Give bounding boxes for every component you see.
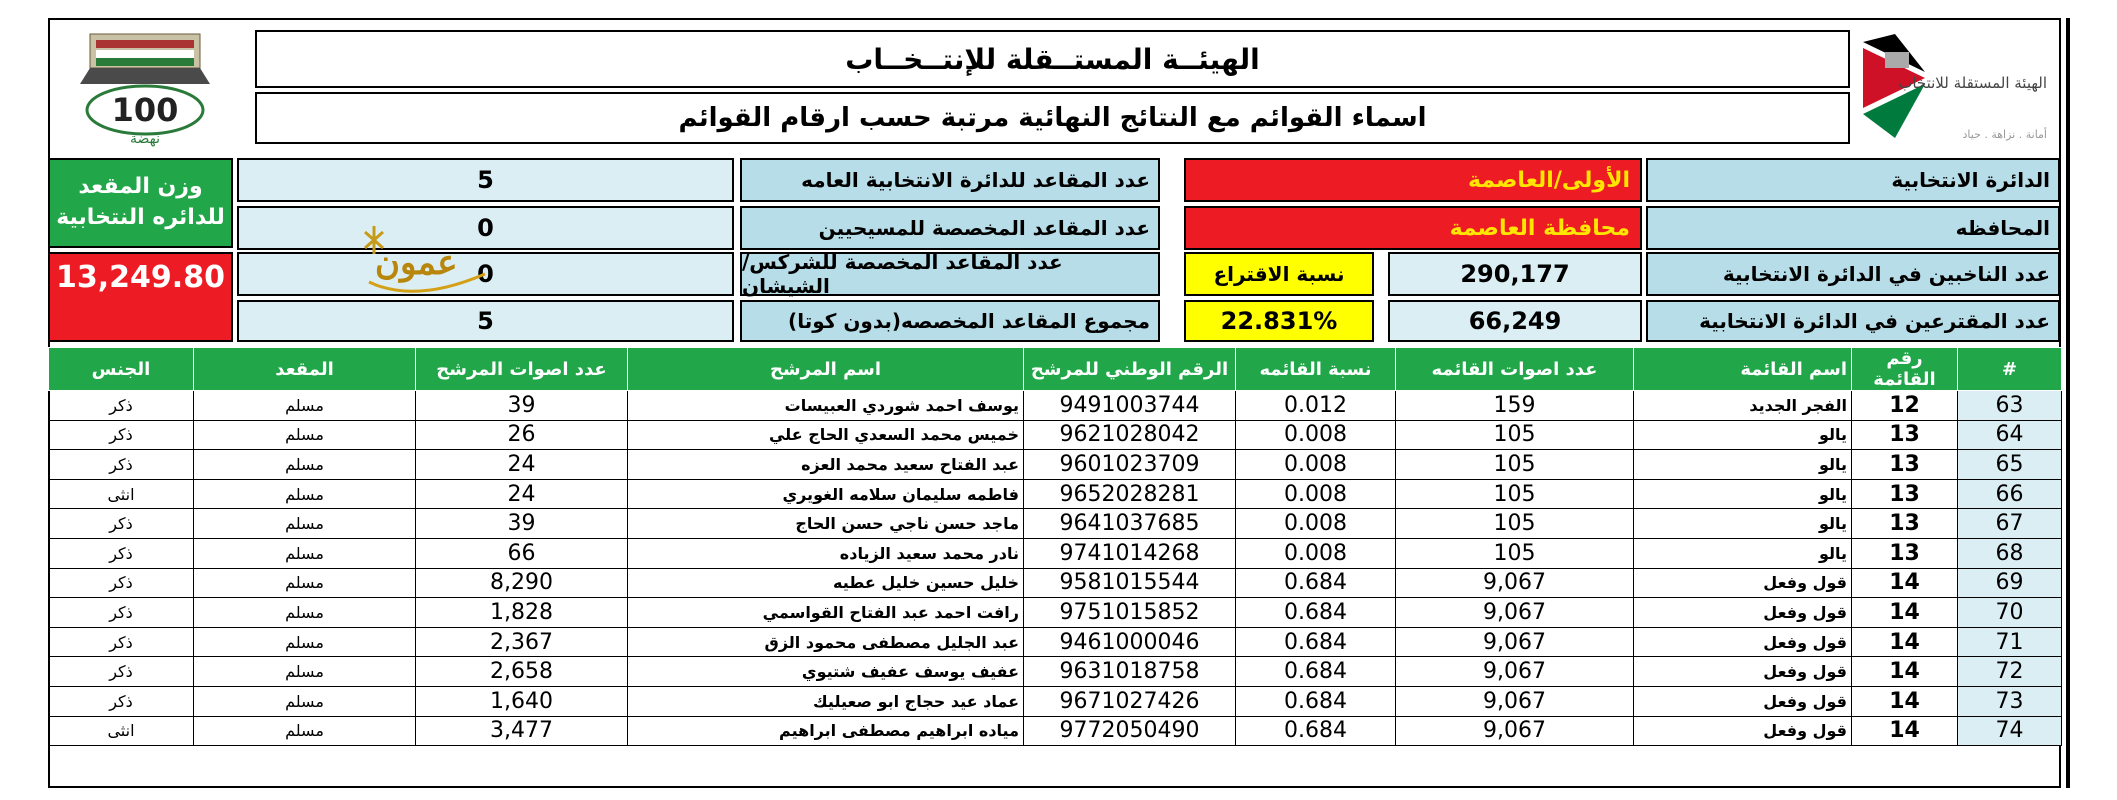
table-row [49,686,2062,716]
list-number-cell: 13 [1852,479,1958,509]
row-number-cell: 63 [1958,391,2062,421]
list-votes-cell: 105 [1396,450,1634,480]
table-row [49,420,2062,450]
table-row [49,568,2062,598]
header-list-name: اسم القائمة [1634,348,1852,391]
candidate-name-cell: عفيف يوسف عفيف شتيوي [628,657,1024,687]
list-name-cell: قول وفعل [1634,627,1852,657]
gender-cell: ذكر [49,627,194,657]
candidate-name-cell: ماجد حسن ناجي حسن الحاج [628,509,1024,539]
list-number-cell: 13 [1852,450,1958,480]
national-id-cell: 9621028042 [1024,420,1236,450]
voters-label: عدد الناخبين في الدائرة الانتخابية [1646,252,2060,296]
candidate-votes-cell: 1,828 [416,598,628,628]
table-row [49,716,2062,746]
header-list-percent: نسبة القائمه [1236,348,1396,391]
candidate-votes-cell: 8,290 [416,568,628,598]
candidate-name-cell: فاطمه سليمان سلامه الغويري [628,479,1024,509]
table-row [49,450,2062,480]
list-number-cell: 14 [1852,598,1958,628]
candidate-votes-cell: 66 [416,538,628,568]
seat-cell: مسلم [194,686,416,716]
list-percent-cell: 0.684 [1236,716,1396,746]
list-name-cell: قول وفعل [1634,716,1852,746]
watermark-text: عمون [375,243,458,283]
national-id-cell: 9741014268 [1024,538,1236,568]
candidate-name-cell: مياده ابراهيم مصطفى ابراهيم [628,716,1024,746]
row-number-cell: 73 [1958,686,2062,716]
gender-cell: ذكر [49,450,194,480]
row-number-cell: 69 [1958,568,2062,598]
list-number-cell: 13 [1852,420,1958,450]
candidate-name-cell: رافت احمد عبد الفتاح القواسمي [628,598,1024,628]
list-votes-cell: 105 [1396,509,1634,539]
list-votes-cell: 9,067 [1396,627,1634,657]
candidate-votes-cell: 24 [416,479,628,509]
voters-value: 290,177 [1388,252,1642,296]
seats-total-label: مجموع المقاعد المخصصه(بدون كوتا) [740,300,1160,342]
list-name-cell: قول وفعل [1634,598,1852,628]
candidate-votes-cell: 24 [416,450,628,480]
list-percent-cell: 0.684 [1236,568,1396,598]
list-percent-cell: 0.012 [1236,391,1396,421]
seats-total-value: 5 [237,300,734,342]
seat-cell: مسلم [194,509,416,539]
seat-cell: مسلم [194,657,416,687]
national-id-cell: 9641037685 [1024,509,1236,539]
table-row [49,627,2062,657]
list-number-cell: 14 [1852,568,1958,598]
national-id-cell: 9751015852 [1024,598,1236,628]
row-number-cell: 74 [1958,716,2062,746]
list-percent-cell: 0.008 [1236,420,1396,450]
list-name-cell: يالو [1634,509,1852,539]
list-name-cell: يالو [1634,450,1852,480]
list-percent-cell: 0.684 [1236,627,1396,657]
candidate-name-cell: خميس محمد السعدي الحاج علي [628,420,1024,450]
national-id-cell: 9461000046 [1024,627,1236,657]
candidate-name-cell: عماد عيد حجاج ابو صعيليك [628,686,1024,716]
list-percent-cell: 0.008 [1236,479,1396,509]
gender-cell: انثى [49,716,194,746]
gender-cell: ذكر [49,420,194,450]
table-row [49,598,2062,628]
gender-cell: ذكر [49,538,194,568]
header-list-number: رقم القائمة [1852,348,1958,391]
list-votes-cell: 9,067 [1396,686,1634,716]
page-frame-right-edge [2066,18,2070,788]
table-header-row [49,348,2062,391]
list-number-cell: 14 [1852,627,1958,657]
table-row [49,509,2062,539]
seat-cell: مسلم [194,479,416,509]
seats-general-label: عدد المقاعد للدائرة الانتخابية العامه [740,158,1160,202]
seats-general-value: 5 [237,158,734,202]
gender-cell: ذكر [49,657,194,687]
list-name-cell: يالو [1634,538,1852,568]
seat-cell: مسلم [194,420,416,450]
seats-christian-value: 0 [237,206,734,250]
national-id-cell: 9772050490 [1024,716,1236,746]
list-votes-cell: 105 [1396,538,1634,568]
turnout-label: نسبة الاقتراع [1184,252,1374,296]
seat-weight-value: 13,249.80 [48,252,233,342]
list-number-cell: 14 [1852,686,1958,716]
list-votes-cell: 9,067 [1396,598,1634,628]
row-number-cell: 71 [1958,627,2062,657]
candidate-name-cell: عبد الفتاح سعيد محمد العزه [628,450,1024,480]
candidate-name-cell: خليل حسين خليل عطيه [628,568,1024,598]
national-id-cell: 9631018758 [1024,657,1236,687]
national-id-cell: 9652028281 [1024,479,1236,509]
row-number-cell: 68 [1958,538,2062,568]
row-number-cell: 64 [1958,420,2062,450]
list-percent-cell: 0.008 [1236,538,1396,568]
row-number-cell: 65 [1958,450,2062,480]
candidate-votes-cell: 3,477 [416,716,628,746]
candidate-votes-cell: 2,658 [416,657,628,687]
seat-cell: مسلم [194,568,416,598]
header-gender: الجنس [49,348,194,391]
list-name-cell: قول وفعل [1634,657,1852,687]
seat-cell: مسلم [194,538,416,568]
centennial-logo [60,28,230,148]
seat-weight-label: وزن المقعد للدائره النتخابية [48,158,233,248]
governorate-value: محافظة العاصمة [1184,206,1642,250]
list-name-cell: يالو [1634,479,1852,509]
list-votes-cell: 9,067 [1396,716,1634,746]
list-percent-cell: 0.008 [1236,450,1396,480]
national-id-cell: 9601023709 [1024,450,1236,480]
iec-logo-name: الهيئة المستقلة للانتخاب [1898,74,2047,92]
list-votes-cell: 105 [1396,479,1634,509]
voted-label: عدد المقترعين في الدائرة الانتخابية [1646,300,2060,342]
table-body [49,391,2062,746]
header-national-id: الرقم الوطني للمرشح [1024,348,1236,391]
seats-christian-label: عدد المقاعد المخصصة للمسيحيين [740,206,1160,250]
list-votes-cell: 9,067 [1396,657,1634,687]
row-number-cell: 66 [1958,479,2062,509]
page-subtitle: اسماء القوائم مع النتائج النهائية مرتبة حسب ارقام القوائم [255,92,1850,144]
results-table [48,347,2062,746]
national-id-cell: 9491003744 [1024,391,1236,421]
candidate-votes-cell: 2,367 [416,627,628,657]
header-seat: المقعد [194,348,416,391]
gender-cell: ذكر [49,391,194,421]
list-number-cell: 14 [1852,657,1958,687]
list-name-cell: قول وفعل [1634,686,1852,716]
iec-logo [1855,28,2055,148]
gender-cell: ذكر [49,568,194,598]
gender-cell: انثى [49,479,194,509]
seat-cell: مسلم [194,598,416,628]
seat-cell: مسلم [194,391,416,421]
list-votes-cell: 159 [1396,391,1634,421]
header-candidate-name: اسم المرشح [628,348,1024,391]
list-percent-cell: 0.684 [1236,657,1396,687]
list-number-cell: 13 [1852,509,1958,539]
list-name-cell: الفجر الجديد [1634,391,1852,421]
seat-cell: مسلم [194,450,416,480]
voted-value: 66,249 [1388,300,1642,342]
candidate-votes-cell: 39 [416,391,628,421]
list-number-cell: 14 [1852,716,1958,746]
header-row-number: # [1958,348,2062,391]
candidate-name-cell: عبد الجليل مصطفى محمود الزق [628,627,1024,657]
centennial-word: نهضة [130,131,160,147]
candidate-votes-cell: 39 [416,509,628,539]
gender-cell: ذكر [49,686,194,716]
row-number-cell: 70 [1958,598,2062,628]
list-number-cell: 13 [1852,538,1958,568]
table-row [49,538,2062,568]
district-label: الدائرة الانتخابية [1646,158,2060,202]
seats-circassian-value: 0 [237,252,734,296]
iec-logo-tagline: أمانة . نزاهة . حياد [1962,128,2047,141]
ammon-watermark [355,222,505,302]
district-value: الأولى/العاصمة [1184,158,1642,202]
candidate-name-cell: نادر محمد سعيد الزياده [628,538,1024,568]
table-row [49,479,2062,509]
candidate-votes-cell: 26 [416,420,628,450]
candidate-votes-cell: 1,640 [416,686,628,716]
list-number-cell: 12 [1852,391,1958,421]
header-candidate-votes: عدد اصوات المرشح [416,348,628,391]
list-votes-cell: 105 [1396,420,1634,450]
gender-cell: ذكر [49,509,194,539]
row-number-cell: 72 [1958,657,2062,687]
seat-cell: مسلم [194,716,416,746]
gender-cell: ذكر [49,598,194,628]
turnout-value: 22.831% [1184,300,1374,342]
page-title: الهيئــة المستــقلة للإنتــخــاب [255,30,1850,88]
national-id-cell: 9581015544 [1024,568,1236,598]
list-percent-cell: 0.684 [1236,686,1396,716]
list-votes-cell: 9,067 [1396,568,1634,598]
candidate-name-cell: يوسف احمد شوردي العبيسات [628,391,1024,421]
governorate-label: المحافظه [1646,206,2060,250]
list-name-cell: يالو [1634,420,1852,450]
table-row [49,391,2062,421]
table-row [49,657,2062,687]
row-number-cell: 67 [1958,509,2062,539]
centennial-number: 100 [111,91,179,129]
seats-circassian-label: عدد المقاعد المخصصة للشركس/الشيشان [740,252,1160,296]
national-id-cell: 9671027426 [1024,686,1236,716]
list-percent-cell: 0.008 [1236,509,1396,539]
header-list-votes: عدد اصوات القائمه [1396,348,1634,391]
seat-cell: مسلم [194,627,416,657]
list-percent-cell: 0.684 [1236,598,1396,628]
list-name-cell: قول وفعل [1634,568,1852,598]
